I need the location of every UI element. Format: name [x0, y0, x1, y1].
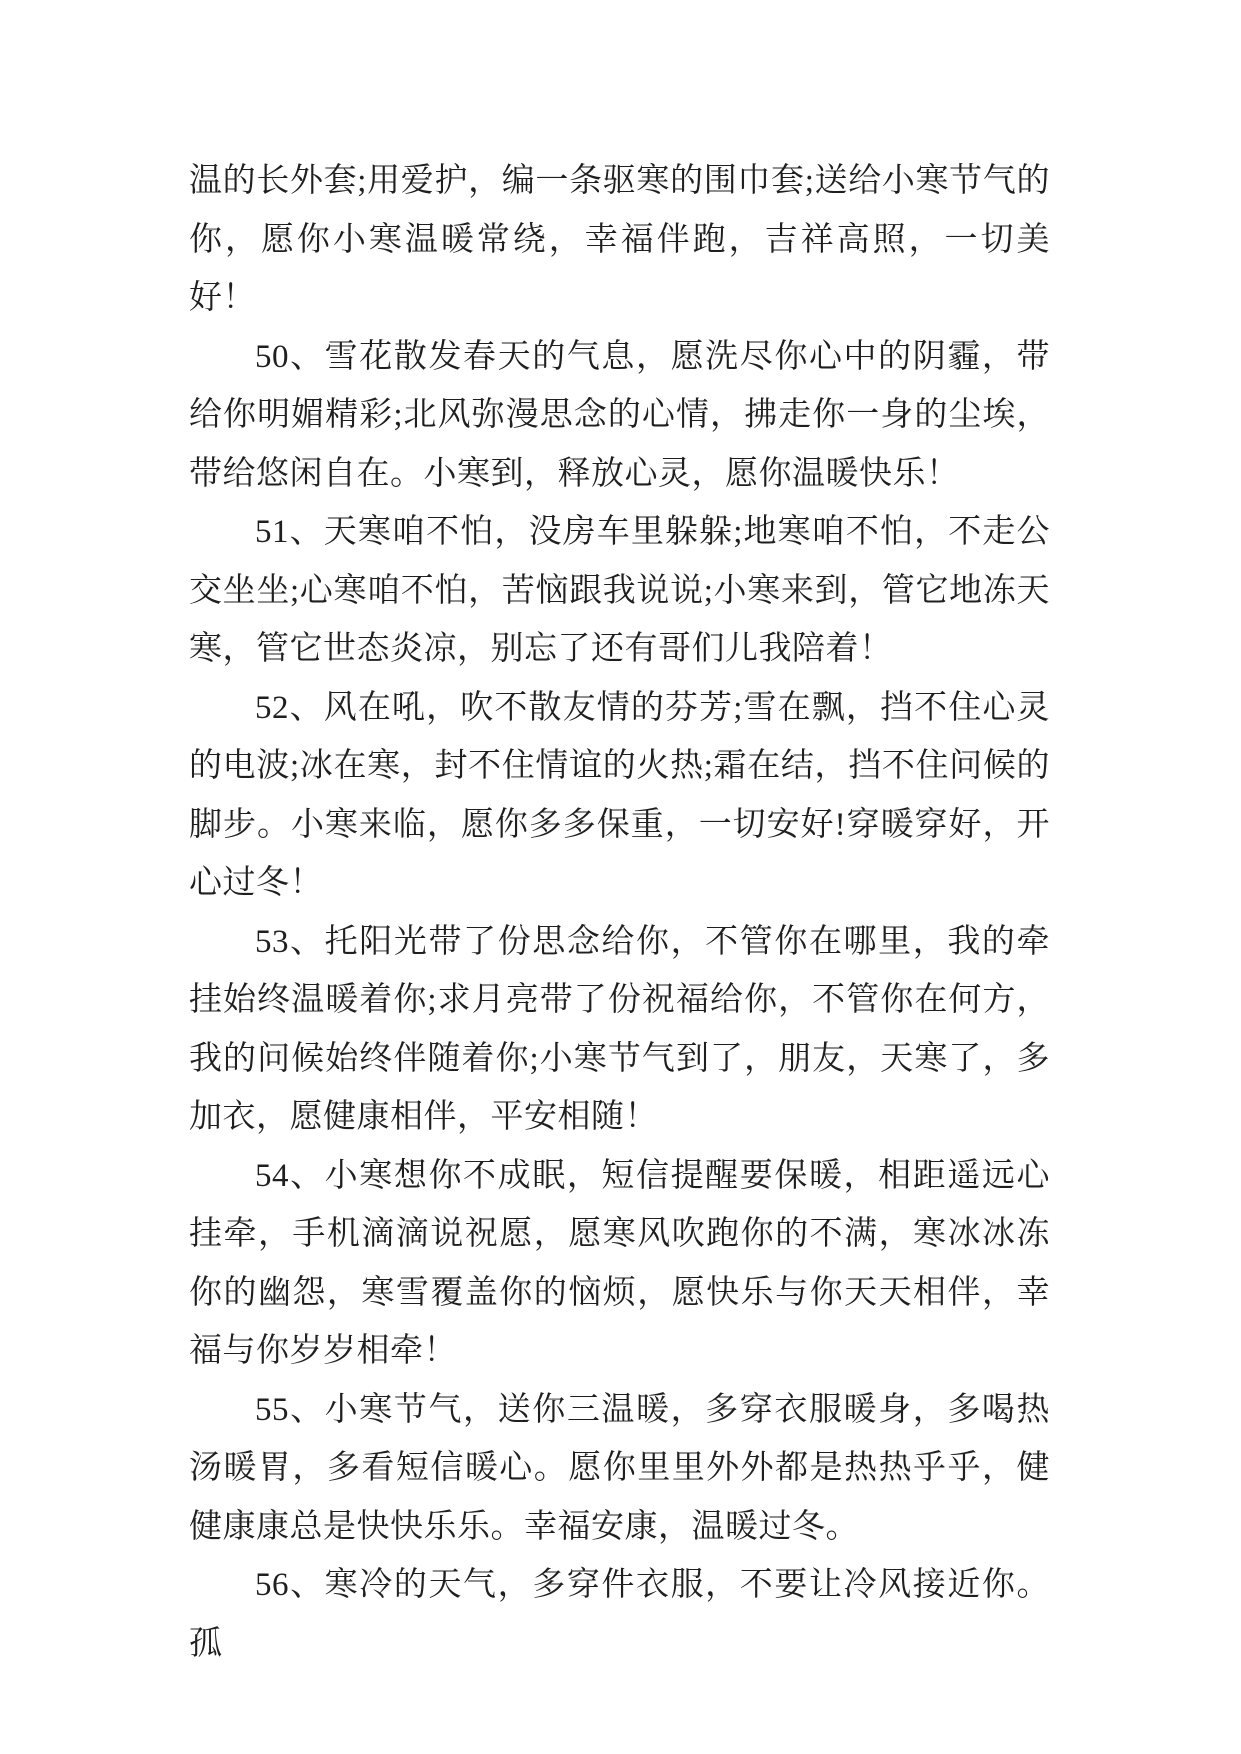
- paragraph-52: 52、风在吼，吹不散友情的芬芳;雪在飘，挡不住心灵的电波;冰在寒，封不住情谊的火热;霜在结，挡不住问候的脚步。小寒来临，愿你多多保重，一切安好!穿暖穿好，开心过冬！: [189, 689, 1050, 901]
- paragraph-51: 51、天寒咱不怕，没房车里躲躲;地寒咱不怕，不走公交坐坐;心寒咱不怕，苦恼跟我说说;小寒来到，管它地冻天寒，管它世态炎凉，别忘了还有哥们儿我陪着！: [189, 514, 1050, 667]
- paragraph-53: 53、托阳光带了份思念给你，不管你在哪里，我的牵挂始终温暖着你;求月亮带了份祝福给你，不管你在何方，我的问候始终伴随着你;小寒节气到了，朋友，天寒了，多加衣，愿健康相伴，平安相随！: [189, 923, 1050, 1135]
- paragraph-55: 55、小寒节气，送你三温暖，多穿衣服暖身，多喝热汤暖胃，多看短信暖心。愿你里里外外都是热热乎乎，健健康康总是快快乐乐。幸福安康，温暖过冬。: [189, 1391, 1050, 1545]
- paragraph-50: 50、雪花散发春天的气息，愿洗尽你心中的阴霾，带给你明媚精彩;北风弥漫思念的心情，拂走你一身的尘埃，带给悠闲自在。小寒到，释放心灵，愿你温暖快乐！: [189, 338, 1050, 492]
- text-column: [189, 152, 1050, 1673]
- paragraph-54: 54、小寒想你不成眠，短信提醒要保暖，相距遥远心挂牵，手机滴滴说祝愿，愿寒风吹跑你的不满，寒冰冰冻你的幽怨，寒雪覆盖你的恼烦，愿快乐与你天天相伴，幸福与你岁岁相牵！: [189, 1157, 1050, 1369]
- paragraph-49-continuation: 温的长外套;用爱护，编一条驱寒的围巾套;送给小寒节气的你，愿你小寒温暖常绕，幸福伴跑，吉祥高照，一切美好！: [189, 163, 1050, 316]
- paragraph-56: 56、寒冷的天气，多穿件衣服，不要让冷风接近你。孤: [189, 1567, 1050, 1662]
